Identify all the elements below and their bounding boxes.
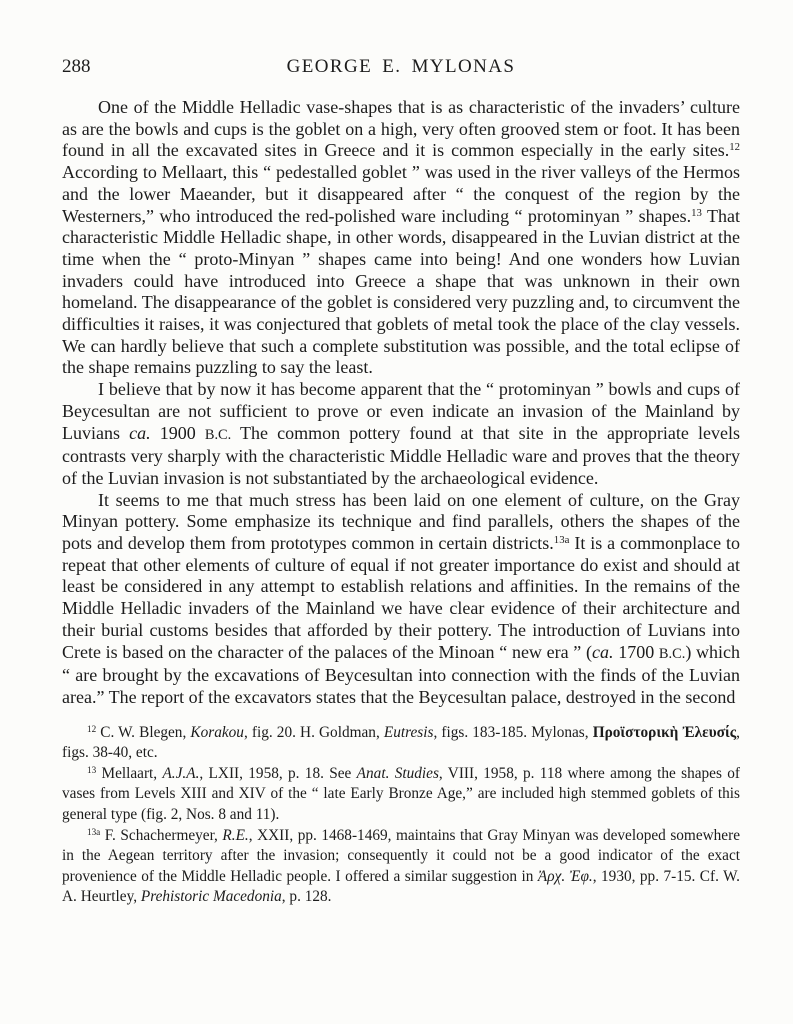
footnote-marker: 13a (87, 826, 101, 837)
footnote-marker: 13 (87, 764, 97, 775)
text-run: Eutresis (383, 723, 434, 741)
running-head: GEORGE E. MYLONAS (286, 56, 516, 77)
paragraph (62, 490, 740, 709)
text-run: 1900 (150, 422, 205, 443)
text-run: , figs. 183-185. Mylonas, (433, 723, 593, 741)
footnote (62, 826, 740, 908)
text-run: Korakou (190, 723, 244, 741)
paragraph (62, 379, 740, 490)
text-run: Prehistoric Macedonia (140, 888, 282, 906)
text-run: , LXII, 1958, p. 18. See (199, 764, 357, 782)
text-run: ) which “ are brought by the excavations of Beycesultan into connection with the finds of the Luvian area.” The report of the excavators states that the Beycesultan palace, destroyed in the second (62, 641, 740, 707)
text-run: It is a commonplace to repeat that other elements of culture of equal if not greater importance do exist and should at least be considered in any attempt to establish relations and affinities. In the remains of the Middle Helladic invaders of the Mainland we have clear evidence of their architecture and their burial customs besides that afforded by their pottery. The introduction of Luvians into Crete is based on the character of the palaces of the Minoan “ new era ” ( (62, 533, 741, 662)
footnotes-section (62, 723, 740, 908)
footnote-marker: 13 (691, 206, 702, 219)
text-run: B.C. (658, 645, 686, 662)
page-header (62, 56, 740, 80)
footnote-marker: 13a (553, 534, 570, 547)
text-run: R.E. (222, 826, 249, 844)
footnote (62, 764, 740, 826)
footnote-marker: 12 (729, 141, 740, 154)
text-run: One of the Middle Helladic vase-shapes that is as characteristic of the invaders’ culture as are the bowls and cups is the goblet on a high, very often grooved stem or foot. It has been found in all the excavated sites in Greece and it is common especially in the early sites. (62, 97, 740, 161)
text-run: , 1930, pp. 7-15. Cf. W. A. Heurtley, (62, 867, 740, 906)
text-run: , VIII, 1958, p. 118 where among the shapes of vases from Levels XIII and XIV of the “ late Early Bronze Age,” are included high stemmed goblets of this general type (fig. 2, Nos. 8 and 11). (62, 764, 740, 824)
text-run: Mellaart, (96, 764, 163, 782)
article-body (62, 97, 740, 709)
text-run: Anat. Studies (356, 764, 439, 782)
paragraph (62, 97, 740, 379)
text-run: , p. 128. (281, 888, 332, 906)
text-run: B.C. (204, 426, 232, 443)
text-run: A.J.A. (162, 764, 200, 782)
text-run: , fig. 20. H. Goldman, (243, 723, 384, 741)
text-run: 1700 (613, 641, 659, 662)
text-run: The common pottery found at that site in the appropriate levels contrasts very sharply with the characteristic Middle Helladic ware and proves that the theory of the Luvian invasion is not substantiated by the archaeological evidence. (62, 422, 741, 488)
text-run: I believe that by now it has become apparent that the “ protominyan ” bowls and cups of Beycesultan are not sufficient to prove or even indicate an invasion of the Mainland by Luvians (62, 379, 740, 443)
text-run: ca. (592, 641, 614, 662)
page-content (62, 56, 740, 908)
text-run: ca. (129, 422, 151, 443)
text-run: It seems to me that much stress has been laid on one element of culture, on the Gray Minyan pottery. Some emphasize its technique and find parallels, others the shapes of the pots and develop them from prototypes common in certain districts. (62, 489, 740, 554)
footnote-marker: 12 (87, 723, 97, 734)
text-run: , XXII, pp. 1468-1469, maintains that Gray Minyan was developed somewhere in the Aegean territory after the invasion; consequently it could not be a good indicator of the exact provenience of the Middle Helladic people. I offered a similar suggestion in (62, 826, 740, 885)
text-run: Ἀρχ. Ἐφ. (537, 867, 593, 885)
text-run: F. Schachermeyer, (100, 826, 223, 844)
text-run: According to Mellaart, this “ pedestalled goblet ” was used in the river valleys of the Hermos and the lower Maeander, but it disappeared after “ the conquest of the region by the Westerners,” who introduced the red-polished ware including “ protominyan ” shapes. (62, 162, 740, 226)
text-run: C. W. Blegen, (96, 723, 191, 741)
page-number: 288 (62, 56, 91, 77)
text-run: That characteristic Middle Helladic shape, in other words, disappeared in the Luvian district at the time when the “ proto-Minyan ” shapes came into being! And one wonders how Luvian invaders could have introduced into Greece a shape that was unknown in their own homeland. The disappearance of the goblet is considered very puzzling and, to circumvent the difficulties it raises, it was conjectured that goblets of metal took the place of the clay vessels. We can hardly believe that such a complete substitution was possible, and the total eclipse of the shape remains puzzling to say the least. (62, 205, 740, 378)
text-run: Προϊστορικὴ Ἐλευσίς (592, 723, 737, 741)
text-run: , figs. 38-40, etc. (62, 723, 740, 762)
footnote (62, 723, 740, 764)
